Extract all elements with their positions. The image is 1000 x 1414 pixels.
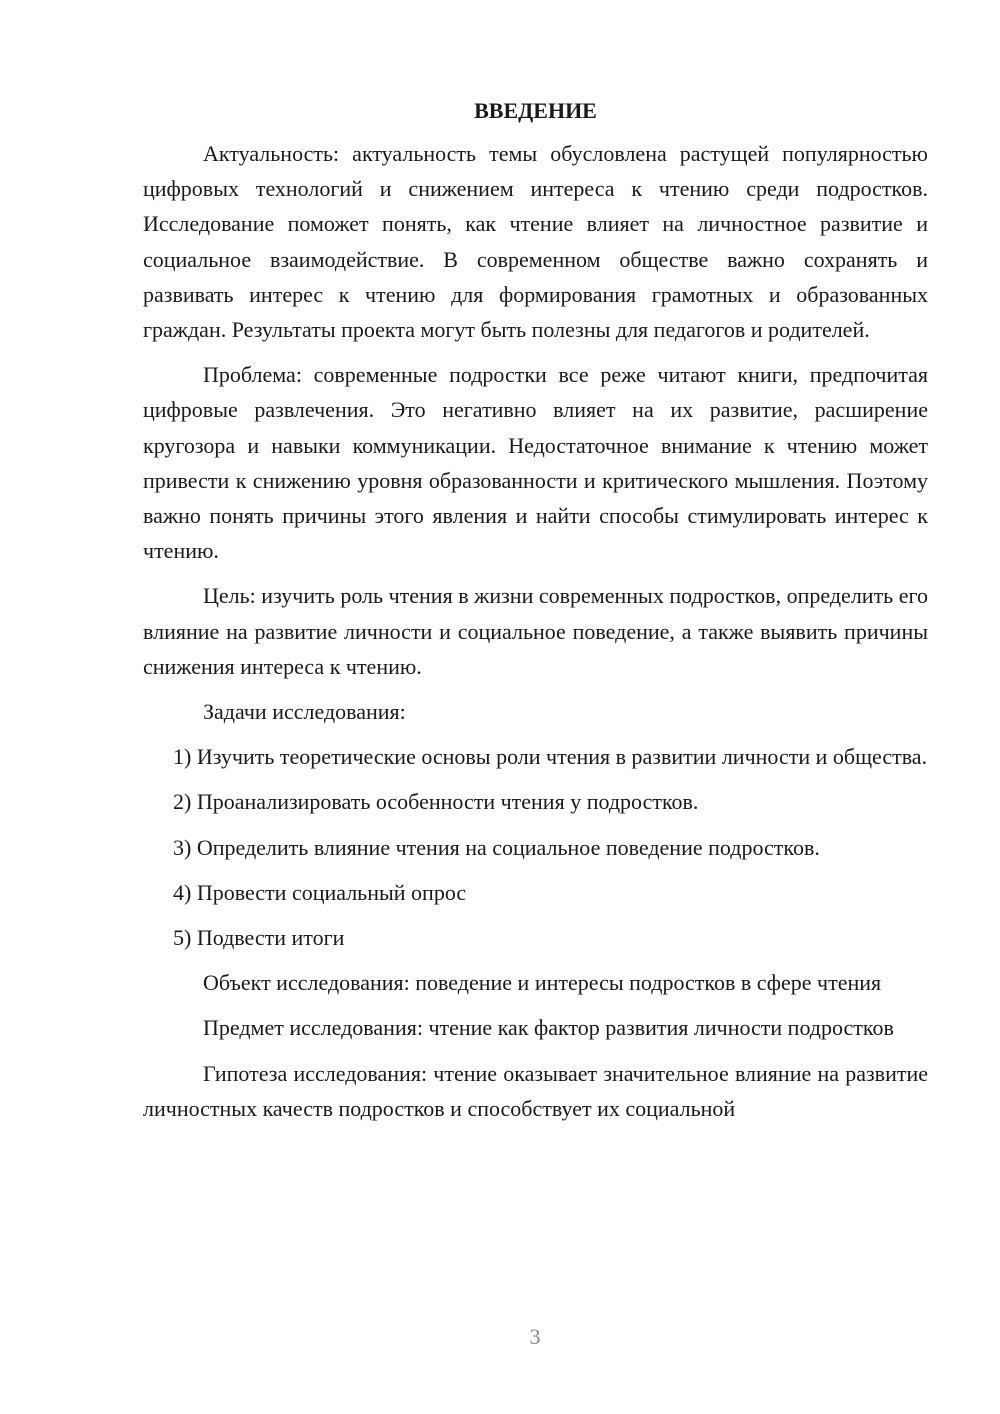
page-body [143,96,928,1136]
hypothesis-paragraph: Гипотеза исследования: чтение оказывает значительное влияние на развитие личностных качеств подростков и способствует их социальной [143,1060,928,1121]
subject-paragraph: Предмет исследования: чтение как фактор развития личности подростков [203,1015,894,1041]
task-item: 3) Определить влияние чтения на социальное поведение подростков. [173,834,820,860]
task-item: 1) Изучить теоретические основы роли чтения в развитии личности и общества. [173,744,928,770]
relevance-paragraph: Актуальность: актуальность темы обусловлена растущей популярностью цифровых технологий и снижением интереса к чтению среди подростков. Исследование поможет понять, как чтение влияет на личностное развитие и социальное взаимодействие. В современном обществе важно сохранять и развивать интерес к чтению для формирования грамотных и образованных граждан. Результаты проекта могут быть полезны для педагогов и родителей. [143,141,928,343]
goal-paragraph: Цель: изучить роль чтения в жизни современных подростков, определить его влияние на развитие личности и социальное поведение, а также выявить причины снижения интереса к чтению. [143,583,928,679]
tasks-heading: Задачи исследования: [203,699,406,725]
object-paragraph: Объект исследования: поведение и интересы подростков в сфере чтения [203,970,882,996]
task-item: 5) Подвести итоги [173,925,345,951]
page-number: 3 [529,1324,541,1349]
task-item: 2) Проанализировать особенности чтения у подростков. [173,789,699,815]
section-heading: ВВЕДЕНИЕ [474,98,597,123]
task-item: 4) Провести социальный опрос [173,879,467,905]
problem-paragraph: Проблема: современные подростки все реже читают книги, предпочитая цифровые развлечения. Это негативно влияет на их развитие, расширение кругозора и навыки коммуникации. Недостаточное внимание к чтению может привести к снижению уровня образованности и критического мышления. Поэтому важно понять причины этого явления и найти способы стимулировать интерес к чтению. [143,362,928,564]
